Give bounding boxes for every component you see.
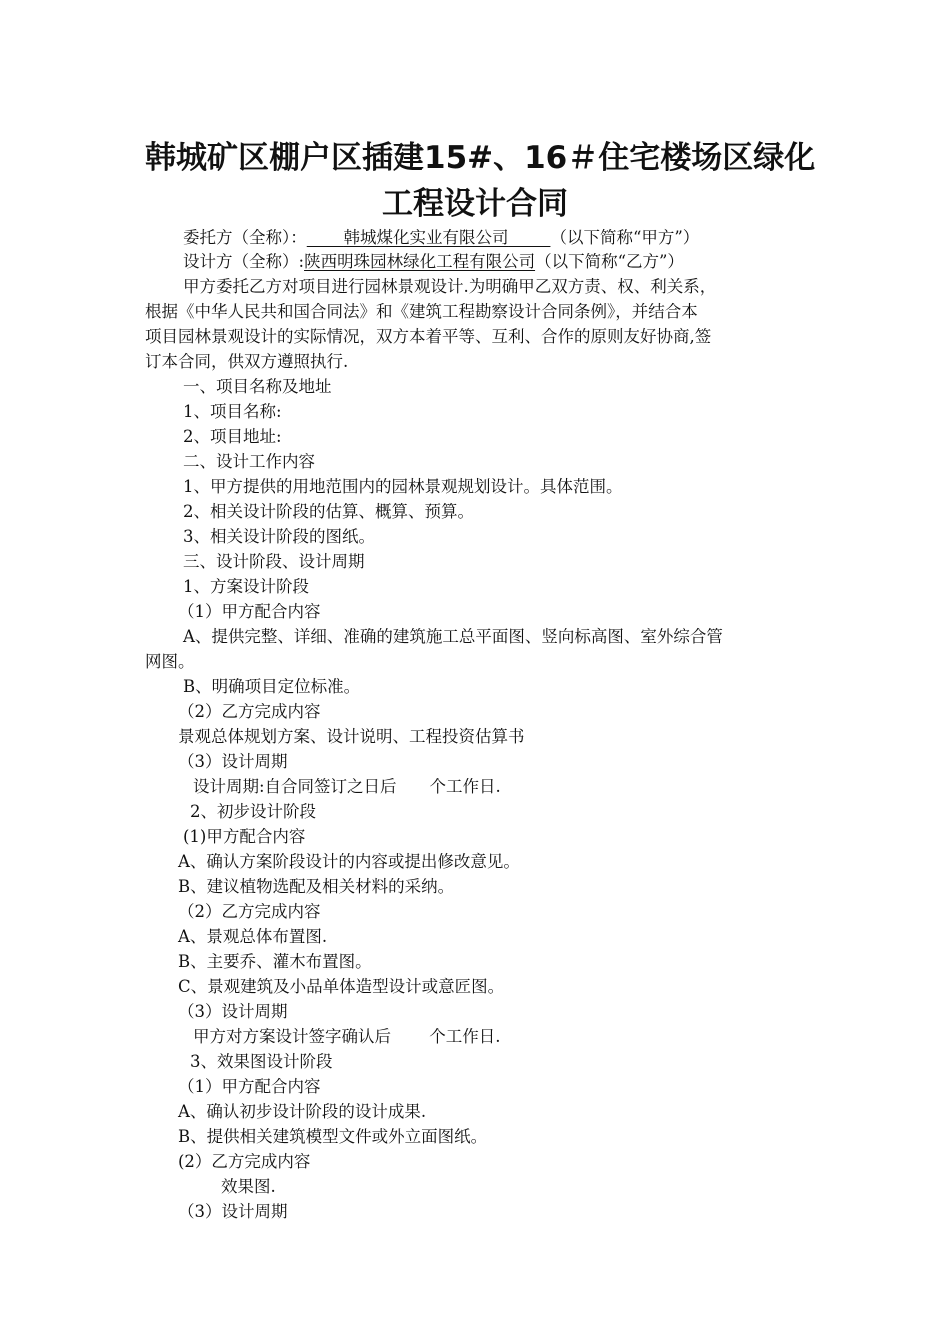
document-title-line-2: 工程设计合同 — [382, 186, 568, 222]
body-line: 1、甲方提供的用地范围内的园林景观规划设计。具体范围。 — [183, 477, 623, 496]
body-line: 2、初步设计阶段 — [190, 802, 316, 821]
body-line: （1）甲方配合内容 — [178, 602, 321, 621]
body-line: 网图。 — [145, 652, 195, 671]
section-heading: 一、项目名称及地址 — [183, 377, 332, 396]
designer-party-line — [183, 251, 684, 273]
section-heading: 三、设计阶段、设计周期 — [183, 552, 365, 571]
client-label: 委托方（全称）： — [183, 228, 307, 247]
body-line: B、建议植物选配及相关材料的采纳。 — [178, 877, 455, 896]
client-name: 韩城煤化实业有限公司 — [343, 228, 509, 247]
body-line: B、明确项目定位标准。 — [183, 677, 361, 696]
body-line: （3）设计周期 — [178, 752, 288, 771]
designer-name: 陕西明珠园林绿化工程有限公司 — [304, 252, 536, 271]
body-line: 2、相关设计阶段的估算、概算、预算。 — [183, 502, 474, 521]
body-line: 1、方案设计阶段 — [183, 577, 309, 596]
body-line: (2）乙方完成内容 — [178, 1152, 311, 1171]
body-line: 2、项目地址: — [183, 427, 282, 446]
body-line: 3、效果图设计阶段 — [190, 1052, 333, 1071]
body-line: 甲方对方案设计签字确认后 个工作日. — [193, 1027, 501, 1046]
body-line: 设计周期:自合同签订之日后 个工作日. — [193, 777, 501, 796]
body-line: （2）乙方完成内容 — [178, 702, 321, 721]
body-line: A、提供完整、详细、准确的建筑施工总平面图、竖向标高图、室外综合管 — [183, 627, 723, 646]
body-line: 1、项目名称: — [183, 402, 282, 421]
intro-line: 订本合同，供双方遵照执行. — [145, 352, 349, 371]
designer-label: 设计方（全称）: — [183, 252, 305, 271]
designer-suffix: （以下简称“乙方”） — [535, 252, 684, 271]
intro-line: 根据《中华人民共和国合同法》和《建筑工程勘察设计合同条例》，并结合本 — [145, 302, 698, 321]
intro-line: 甲方委托乙方对项目进行园林景观设计.为明确甲乙双方责、权、利关系， — [183, 277, 717, 296]
body-line: B、提供相关建筑模型文件或外立面图纸。 — [178, 1127, 488, 1146]
intro-line: 项目园林景观设计的实际情况，双方本着平等、互利、合作的原则友好协商,签 — [145, 327, 712, 346]
body-line: （2）乙方完成内容 — [178, 902, 321, 921]
body-line: 效果图. — [221, 1177, 276, 1196]
client-party-line — [183, 227, 699, 249]
body-line: B、主要乔、灌木布置图。 — [178, 952, 372, 971]
body-line: C、景观建筑及小品单体造型设计或意匠图。 — [178, 977, 505, 996]
section-heading: 二、设计工作内容 — [183, 452, 315, 471]
body-line: （3）设计周期 — [178, 1202, 288, 1221]
body-line: A、确认方案阶段设计的内容或提出修改意见。 — [178, 852, 520, 871]
body-line: （1）甲方配合内容 — [178, 1077, 321, 1096]
body-line: （3）设计周期 — [178, 1002, 288, 1021]
body-line: A、景观总体布置图. — [178, 927, 328, 946]
body-line: A、确认初步设计阶段的设计成果. — [178, 1102, 427, 1121]
body-line: (1)甲方配合内容 — [183, 827, 306, 846]
document-title-line-1: 韩城矿区棚户区插建15#、16＃住宅楼场区绿化 — [145, 140, 816, 176]
body-line: 3、相关设计阶段的图纸。 — [183, 527, 375, 546]
body-line: 景观总体规划方案、设计说明、工程投资估算书 — [178, 727, 525, 746]
client-suffix: （以下简称“甲方”） — [550, 228, 700, 247]
